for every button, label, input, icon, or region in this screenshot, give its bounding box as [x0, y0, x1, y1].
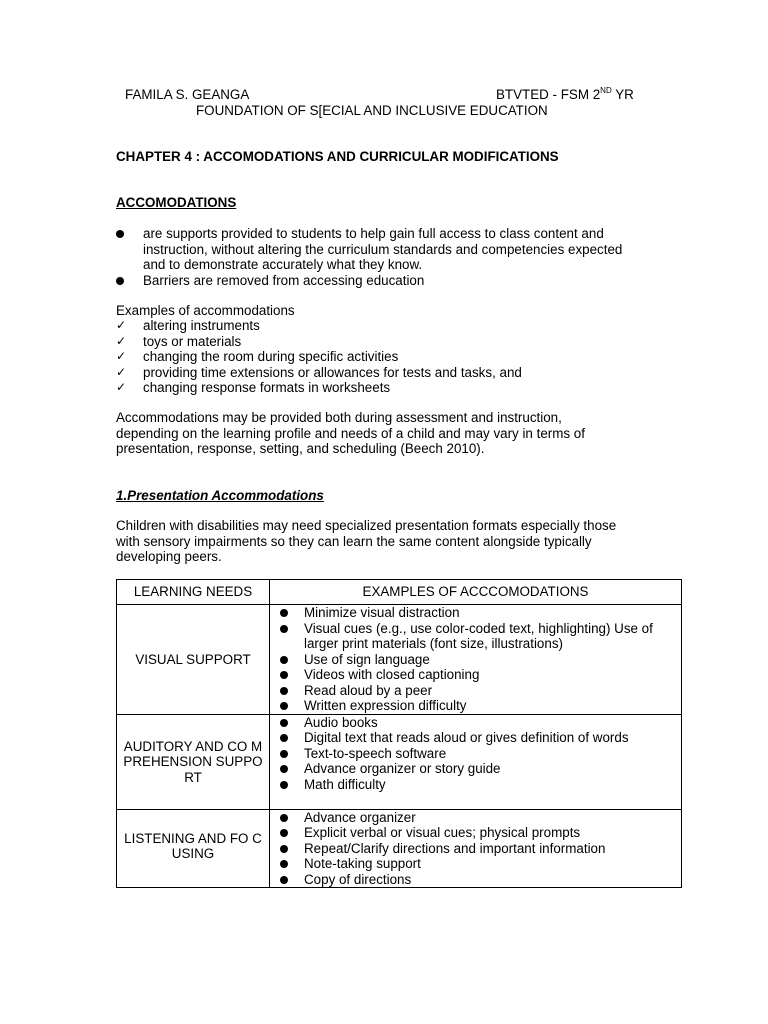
- examples-check-list: [116, 318, 522, 396]
- list-item: ✓ changing the room during specific activities: [116, 349, 399, 364]
- list-item: Advance organizer: [280, 810, 681, 826]
- section1-heading: 1.Presentation Accommodations: [116, 488, 324, 503]
- chapter-title: CHAPTER 4 : ACCOMODATIONS AND CURRICULAR MODIFICATIONS: [116, 149, 559, 164]
- examples-list: [270, 605, 681, 714]
- list-item: Videos with closed captioning: [280, 667, 681, 683]
- bullet-icon: [280, 625, 288, 633]
- examples-cell: [270, 605, 682, 715]
- paragraph-line: developing peers.: [116, 549, 222, 564]
- bullet-icon: [280, 781, 288, 789]
- examples-intro: Examples of accommodations: [116, 303, 295, 318]
- list-item-continuation: larger print materials (font size, illustrations): [304, 636, 563, 651]
- bullet-icon: [280, 876, 288, 884]
- bullet-icon: [280, 829, 288, 837]
- course-prefix: BTVTED - FSM 2: [496, 87, 601, 102]
- paragraph-line: depending on the learning profile and needs of a child and may vary in terms of: [116, 425, 585, 441]
- bullet-icon: [280, 656, 288, 664]
- bullet-icon: [280, 609, 288, 617]
- author-name: FAMILA S. GEANGA: [125, 87, 250, 102]
- course-superscript: ND: [600, 86, 612, 95]
- examples-cell: [270, 809, 682, 888]
- list-item-continuation: and to demonstrate accurately what they know.: [143, 257, 423, 272]
- accommodations-paragraph: [116, 410, 585, 457]
- examples-list: [270, 715, 681, 793]
- section1-text: [116, 518, 616, 565]
- list-item: Barriers are removed from accessing education: [116, 273, 622, 289]
- accomodations-heading: ACCOMODATIONS: [116, 195, 237, 210]
- list-item: ✓ providing time extensions or allowances for tests and tasks, and: [116, 364, 522, 380]
- column-header-learning-needs: LEARNING NEEDS: [117, 580, 270, 605]
- list-item: ✓ changing response formats in worksheets: [116, 380, 391, 395]
- examples-cell: [270, 714, 682, 809]
- list-item: Minimize visual distraction: [280, 605, 681, 621]
- bullet-icon: [280, 814, 288, 822]
- table-row: [117, 714, 682, 809]
- list-item: Use of sign language: [280, 652, 681, 668]
- paragraph-line: with sensory impairments so they can learn the same content alongside typically: [116, 533, 592, 549]
- list-item: Math difficulty: [280, 777, 681, 793]
- list-item: Note-taking support: [280, 856, 681, 872]
- list-item: Copy of directions: [280, 872, 681, 888]
- course-label: [496, 87, 634, 103]
- bullet-icon: [280, 734, 288, 742]
- bullet-icon: [116, 277, 124, 285]
- paragraph-line: Accommodations may be provided both during assessment and instruction,: [116, 410, 562, 425]
- examples-list: [270, 810, 681, 888]
- accommodations-table: [116, 579, 682, 888]
- list-item: Repeat/Clarify directions and important information: [280, 841, 681, 857]
- checkmark-icon: ✓: [116, 380, 127, 394]
- bullet-icon: [280, 687, 288, 695]
- checkmark-icon: ✓: [116, 333, 127, 348]
- table-row: [117, 605, 682, 715]
- list-item: are supports provided to students to help gain full access to class content and: [116, 226, 622, 242]
- list-item: ✓ toys or materials: [116, 333, 242, 349]
- list-item-continuation: instruction, without altering the curriculum standards and competencies expected: [143, 241, 623, 257]
- list-item: Written expression difficulty: [280, 698, 681, 714]
- list-item: Read aloud by a peer: [280, 683, 681, 699]
- checkmark-icon: ✓: [116, 349, 127, 363]
- list-item: Explicit verbal or visual cues; physical prompts: [280, 825, 681, 841]
- list-item: Visual cues (e.g., use color-coded text, highlighting) Use of: [280, 621, 681, 637]
- bullet-icon: [280, 845, 288, 853]
- checkmark-icon: ✓: [116, 364, 127, 379]
- checkmark-icon: ✓: [116, 318, 127, 332]
- list-item: Advance organizer or story guide: [280, 761, 681, 777]
- list-item: Digital text that reads aloud or gives definition of words: [280, 730, 681, 746]
- paragraph-line: presentation, response, setting, and scheduling (Beech 2010).: [116, 441, 485, 456]
- accomodations-bullet-list: [116, 226, 622, 288]
- bullet-icon: [280, 860, 288, 868]
- bullet-icon: [280, 750, 288, 758]
- course-suffix: YR: [611, 87, 634, 102]
- paragraph-line: Children with disabilities may need specialized presentation formats especially those: [116, 518, 617, 533]
- bullet-icon: [280, 671, 288, 679]
- table-header-row: [117, 580, 682, 605]
- learning-need-cell: AUDITORY AND CO MPREHENSION SUPPORT: [117, 714, 270, 809]
- list-item: Text-to-speech software: [280, 746, 681, 762]
- bullet-icon: [280, 719, 288, 727]
- bullet-icon: [116, 230, 124, 238]
- learning-need-cell: VISUAL SUPPORT: [117, 605, 270, 715]
- list-item: ✓ altering instruments: [116, 318, 260, 333]
- column-header-examples: EXAMPLES OF ACCCOMODATIONS: [270, 580, 682, 605]
- list-item: Audio books: [280, 715, 681, 731]
- table-row: [117, 809, 682, 888]
- bullet-icon: [280, 765, 288, 773]
- subject-title: FOUNDATION OF S[ECIAL AND INCLUSIVE EDUCATION: [196, 103, 548, 118]
- learning-need-cell: LISTENING AND FO CUSING: [117, 809, 270, 888]
- bullet-icon: [280, 702, 288, 710]
